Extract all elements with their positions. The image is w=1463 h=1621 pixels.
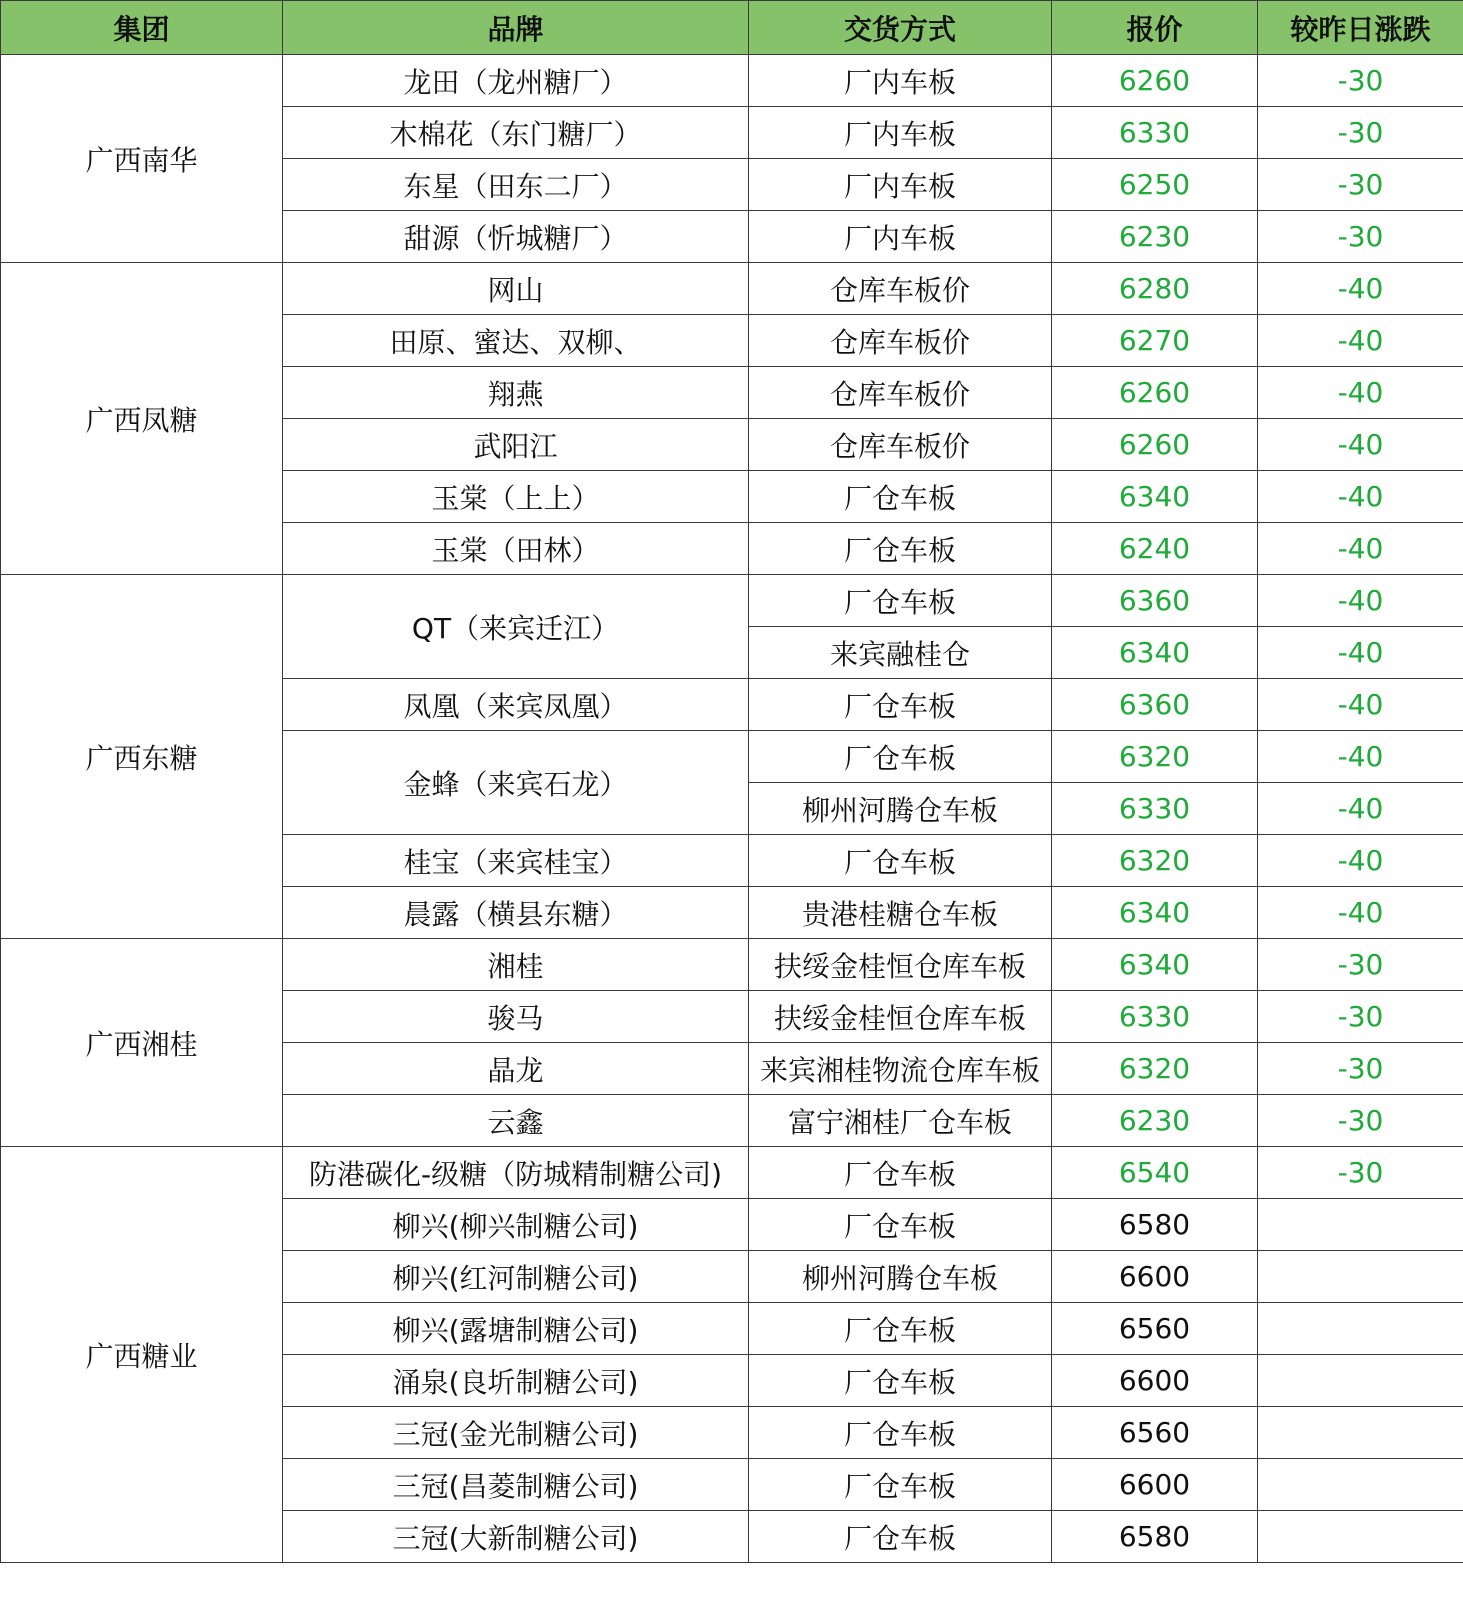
price-cell: 6260 bbox=[1052, 55, 1258, 107]
delivery-cell: 贵港桂糖仓车板 bbox=[749, 887, 1052, 939]
change-cell: -30 bbox=[1258, 159, 1463, 211]
delivery-cell: 厂仓车板 bbox=[749, 1303, 1052, 1355]
brand-cell: 金蜂（来宾石龙） bbox=[283, 731, 749, 835]
header-group: 集团 bbox=[1, 1, 283, 55]
change-cell: -40 bbox=[1258, 367, 1463, 419]
delivery-cell: 厂仓车板 bbox=[749, 1355, 1052, 1407]
change-cell: -40 bbox=[1258, 523, 1463, 575]
change-cell: -30 bbox=[1258, 1095, 1463, 1147]
delivery-cell: 仓库车板价 bbox=[749, 419, 1052, 471]
price-cell: 6340 bbox=[1052, 887, 1258, 939]
delivery-cell: 仓库车板价 bbox=[749, 367, 1052, 419]
delivery-cell: 柳州河腾仓车板 bbox=[749, 1251, 1052, 1303]
change-cell bbox=[1258, 1251, 1463, 1303]
brand-cell: 涌泉(良圻制糖公司) bbox=[283, 1355, 749, 1407]
price-cell: 6230 bbox=[1052, 211, 1258, 263]
change-cell: -40 bbox=[1258, 731, 1463, 783]
price-cell: 6280 bbox=[1052, 263, 1258, 315]
delivery-cell: 厂内车板 bbox=[749, 55, 1052, 107]
change-cell: -40 bbox=[1258, 315, 1463, 367]
change-cell: -30 bbox=[1258, 939, 1463, 991]
change-cell: -40 bbox=[1258, 679, 1463, 731]
brand-cell: 玉棠（田林） bbox=[283, 523, 749, 575]
header-price: 报价 bbox=[1052, 1, 1258, 55]
brand-cell: 翔燕 bbox=[283, 367, 749, 419]
header-change: 较昨日涨跌 bbox=[1258, 1, 1463, 55]
price-cell: 6330 bbox=[1052, 107, 1258, 159]
price-cell: 6600 bbox=[1052, 1251, 1258, 1303]
change-cell: -30 bbox=[1258, 1147, 1463, 1199]
brand-cell: 柳兴(露塘制糖公司) bbox=[283, 1303, 749, 1355]
price-cell: 6360 bbox=[1052, 679, 1258, 731]
delivery-cell: 厂仓车板 bbox=[749, 1511, 1052, 1563]
group-name-cell: 广西凤糖 bbox=[1, 263, 283, 575]
change-cell bbox=[1258, 1355, 1463, 1407]
price-cell: 6270 bbox=[1052, 315, 1258, 367]
price-cell: 6320 bbox=[1052, 1043, 1258, 1095]
change-cell: -30 bbox=[1258, 107, 1463, 159]
brand-cell: 甜源（忻城糖厂） bbox=[283, 211, 749, 263]
price-cell: 6600 bbox=[1052, 1459, 1258, 1511]
change-cell: -40 bbox=[1258, 783, 1463, 835]
header-delivery: 交货方式 bbox=[749, 1, 1052, 55]
price-cell: 6560 bbox=[1052, 1407, 1258, 1459]
brand-cell: 木棉花（东门糖厂） bbox=[283, 107, 749, 159]
delivery-cell: 厂仓车板 bbox=[749, 1459, 1052, 1511]
table-row bbox=[1, 263, 1463, 315]
change-cell: -40 bbox=[1258, 887, 1463, 939]
brand-cell: 晨露（横县东糖） bbox=[283, 887, 749, 939]
change-cell: -30 bbox=[1258, 991, 1463, 1043]
price-cell: 6240 bbox=[1052, 523, 1258, 575]
price-cell: 6360 bbox=[1052, 575, 1258, 627]
group-name-cell: 广西糖业 bbox=[1, 1147, 283, 1563]
delivery-cell: 仓库车板价 bbox=[749, 263, 1052, 315]
change-cell: -40 bbox=[1258, 471, 1463, 523]
change-cell: -40 bbox=[1258, 263, 1463, 315]
delivery-cell: 厂仓车板 bbox=[749, 835, 1052, 887]
table-row bbox=[1, 55, 1463, 107]
delivery-cell: 富宁湘桂厂仓车板 bbox=[749, 1095, 1052, 1147]
price-cell: 6250 bbox=[1052, 159, 1258, 211]
header-brand: 品牌 bbox=[283, 1, 749, 55]
brand-cell: 网山 bbox=[283, 263, 749, 315]
header-row bbox=[1, 1, 1463, 55]
delivery-cell: 厂内车板 bbox=[749, 211, 1052, 263]
brand-cell: 防港碳化-级糖（防城精制糖公司) bbox=[283, 1147, 749, 1199]
table-row bbox=[1, 575, 1463, 627]
change-cell: -40 bbox=[1258, 419, 1463, 471]
brand-cell: 云鑫 bbox=[283, 1095, 749, 1147]
table-body bbox=[1, 55, 1463, 1563]
delivery-cell: 厂内车板 bbox=[749, 159, 1052, 211]
brand-cell: 田原、蜜达、双柳、 bbox=[283, 315, 749, 367]
brand-cell: 三冠(金光制糖公司) bbox=[283, 1407, 749, 1459]
price-cell: 6260 bbox=[1052, 419, 1258, 471]
table-header bbox=[1, 1, 1463, 55]
change-cell bbox=[1258, 1459, 1463, 1511]
change-cell: -40 bbox=[1258, 575, 1463, 627]
change-cell bbox=[1258, 1407, 1463, 1459]
price-cell: 6340 bbox=[1052, 939, 1258, 991]
group-name-cell: 广西东糖 bbox=[1, 575, 283, 939]
delivery-cell: 来宾融桂仓 bbox=[749, 627, 1052, 679]
change-cell bbox=[1258, 1303, 1463, 1355]
delivery-cell: 厂仓车板 bbox=[749, 471, 1052, 523]
brand-cell: 晶龙 bbox=[283, 1043, 749, 1095]
brand-cell: 湘桂 bbox=[283, 939, 749, 991]
brand-cell: 骏马 bbox=[283, 991, 749, 1043]
change-cell: -30 bbox=[1258, 55, 1463, 107]
price-cell: 6320 bbox=[1052, 835, 1258, 887]
change-cell: -40 bbox=[1258, 627, 1463, 679]
change-cell: -30 bbox=[1258, 1043, 1463, 1095]
delivery-cell: 厂仓车板 bbox=[749, 1407, 1052, 1459]
brand-cell: 三冠(昌菱制糖公司) bbox=[283, 1459, 749, 1511]
price-cell: 6330 bbox=[1052, 991, 1258, 1043]
delivery-cell: 扶绥金桂恒仓库车板 bbox=[749, 939, 1052, 991]
change-cell bbox=[1258, 1511, 1463, 1563]
price-cell: 6580 bbox=[1052, 1511, 1258, 1563]
table-row bbox=[1, 1147, 1463, 1199]
price-cell: 6320 bbox=[1052, 731, 1258, 783]
delivery-cell: 厂仓车板 bbox=[749, 1199, 1052, 1251]
delivery-cell: 扶绥金桂恒仓库车板 bbox=[749, 991, 1052, 1043]
price-cell: 6230 bbox=[1052, 1095, 1258, 1147]
delivery-cell: 厂仓车板 bbox=[749, 731, 1052, 783]
brand-cell: 玉棠（上上） bbox=[283, 471, 749, 523]
price-cell: 6600 bbox=[1052, 1355, 1258, 1407]
change-cell: -30 bbox=[1258, 211, 1463, 263]
group-name-cell: 广西南华 bbox=[1, 55, 283, 263]
delivery-cell: 厂仓车板 bbox=[749, 679, 1052, 731]
price-cell: 6330 bbox=[1052, 783, 1258, 835]
delivery-cell: 仓库车板价 bbox=[749, 315, 1052, 367]
change-cell: -40 bbox=[1258, 835, 1463, 887]
price-cell: 6560 bbox=[1052, 1303, 1258, 1355]
brand-cell: 柳兴(红河制糖公司) bbox=[283, 1251, 749, 1303]
brand-cell: 武阳江 bbox=[283, 419, 749, 471]
delivery-cell: 厂仓车板 bbox=[749, 1147, 1052, 1199]
table-row bbox=[1, 939, 1463, 991]
brand-cell: 柳兴(柳兴制糖公司) bbox=[283, 1199, 749, 1251]
price-cell: 6540 bbox=[1052, 1147, 1258, 1199]
price-cell: 6580 bbox=[1052, 1199, 1258, 1251]
delivery-cell: 厂仓车板 bbox=[749, 575, 1052, 627]
price-cell: 6340 bbox=[1052, 471, 1258, 523]
brand-cell: 凤凰（来宾凤凰） bbox=[283, 679, 749, 731]
delivery-cell: 厂仓车板 bbox=[749, 523, 1052, 575]
brand-cell: QT（来宾迁江） bbox=[283, 575, 749, 679]
brand-cell: 三冠(大新制糖公司) bbox=[283, 1511, 749, 1563]
delivery-cell: 来宾湘桂物流仓库车板 bbox=[749, 1043, 1052, 1095]
brand-cell: 东星（田东二厂） bbox=[283, 159, 749, 211]
brand-cell: 桂宝（来宾桂宝） bbox=[283, 835, 749, 887]
delivery-cell: 厂内车板 bbox=[749, 107, 1052, 159]
price-cell: 6260 bbox=[1052, 367, 1258, 419]
price-cell: 6340 bbox=[1052, 627, 1258, 679]
brand-cell: 龙田（龙州糖厂） bbox=[283, 55, 749, 107]
delivery-cell: 柳州河腾仓车板 bbox=[749, 783, 1052, 835]
change-cell bbox=[1258, 1199, 1463, 1251]
group-name-cell: 广西湘桂 bbox=[1, 939, 283, 1147]
